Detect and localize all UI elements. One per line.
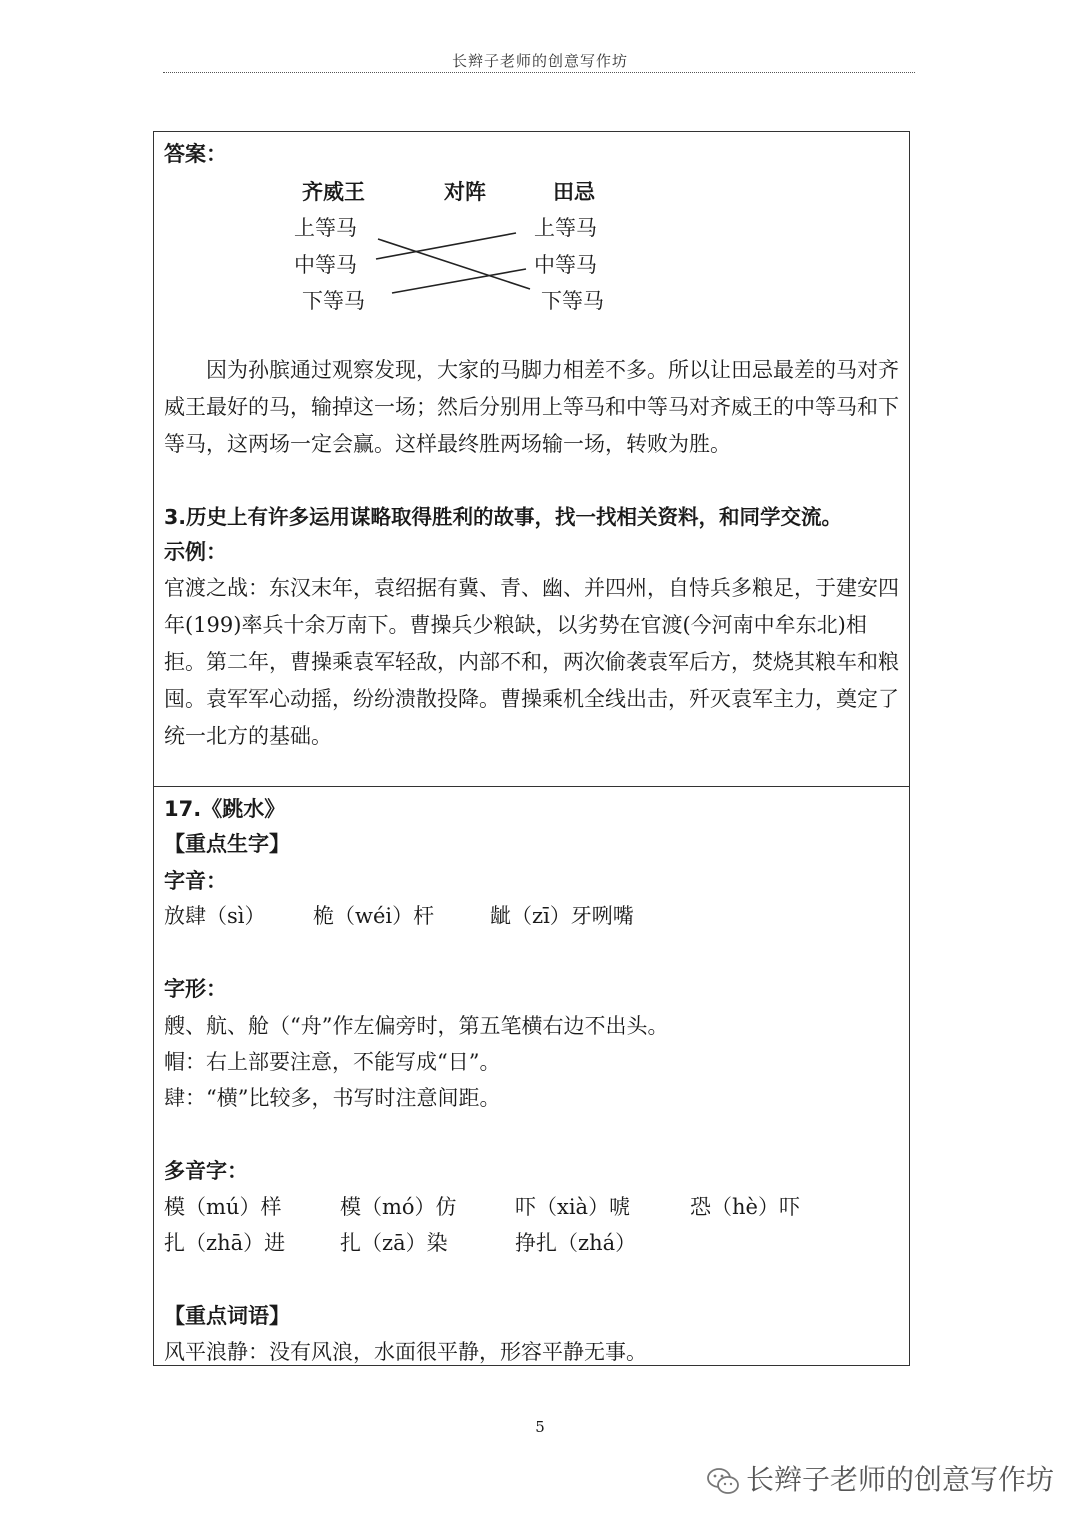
wechat-icon bbox=[706, 1466, 740, 1496]
key-word-line: 风平浪静：没有风浪，水面很平静，形容平静无事。 bbox=[164, 1340, 647, 1364]
polyphone-item: 恐（hè）吓 bbox=[690, 1195, 800, 1219]
match-right-head: 田忌 bbox=[553, 180, 595, 204]
question-3: 3.历史上有许多运用谋略取得胜利的故事，找一找相关资料，和同学交流。 bbox=[164, 505, 843, 529]
match-left-item: 上等马 bbox=[294, 216, 357, 240]
matching-lines bbox=[370, 225, 540, 300]
match-right-item: 中等马 bbox=[534, 253, 597, 277]
pronunciation-item: 龇（zī）牙咧嘴 bbox=[490, 904, 634, 928]
match-left-item: 下等马 bbox=[302, 289, 365, 313]
header-title: 长辫子老师的创意写作坊 bbox=[451, 52, 628, 70]
header-rule bbox=[163, 72, 915, 73]
match-left-head: 齐威王 bbox=[302, 180, 365, 204]
match-right-item: 上等马 bbox=[534, 216, 597, 240]
polyphone-item: 吓（xià）唬 bbox=[515, 1195, 631, 1219]
shape-line: 肆：“横”比较多，书写时注意间距。 bbox=[164, 1086, 501, 1110]
pronunciation-label: 字音： bbox=[164, 869, 227, 893]
lesson-title: 17.《跳水》 bbox=[164, 797, 286, 821]
shape-line: 艘、航、舱（“舟”作左偏旁时，第五笔横右边不出头。 bbox=[164, 1014, 669, 1038]
polyphone-item: 模（mú）样 bbox=[164, 1195, 282, 1219]
polyphone-item: 扎（zā）染 bbox=[340, 1231, 448, 1255]
watermark-text: 长辫子老师的创意写作坊 bbox=[746, 1463, 1055, 1496]
match-mid-head: 对阵 bbox=[444, 180, 486, 204]
example-paragraph: 官渡之战：东汉末年，袁绍据有冀、青、幽、并四州，自恃兵多粮足，于建安四年(199)率兵十余万南下。曹操兵少粮缺，以劣势在官渡(今河南中牟东北)相拒。第二年，曹操乘袁军轻敌，内部不和，两次偷袭袁军后方，焚烧其粮车和粮囤。袁军军心动摇，纷纷溃散投降。曹操乘机全线出击，歼灭袁军主力，奠定了统一北方的基础。 bbox=[164, 576, 899, 748]
shape-label: 字形： bbox=[164, 977, 227, 1001]
polyphone-item: 扎（zhā）进 bbox=[164, 1231, 286, 1255]
watermark bbox=[706, 1458, 1054, 1498]
match-left-item: 中等马 bbox=[294, 253, 357, 277]
explanation-paragraph: 因为孙膑通过观察发现，大家的马脚力相差不多。所以让田忌最差的马对齐威王最好的马，输掉这一场；然后分别用上等马和中等马对齐威王的中等马和下等马，这两场一定会赢。这样最终胜两场输一场，转败为胜。 bbox=[164, 358, 899, 456]
answer-label: 答案： bbox=[164, 142, 227, 166]
polyphone-item: 挣扎（zhá） bbox=[515, 1231, 637, 1255]
match-right-item: 下等马 bbox=[541, 289, 604, 313]
example-label: 示例： bbox=[164, 540, 227, 564]
key-words-heading: 【重点词语】 bbox=[164, 1304, 290, 1328]
key-chars-heading: 【重点生字】 bbox=[164, 832, 290, 856]
shape-line: 帽：右上部要注意，不能写成“日”。 bbox=[164, 1050, 501, 1074]
page-number: 5 bbox=[535, 1418, 545, 1436]
polyphone-item: 模（mó）仿 bbox=[340, 1195, 457, 1219]
pronunciation-item: 桅（wéi）杆 bbox=[313, 904, 435, 928]
pronunciation-item: 放肆（sì） bbox=[164, 904, 266, 928]
lesson-box bbox=[153, 786, 910, 1366]
polyphone-label: 多音字： bbox=[164, 1159, 248, 1183]
